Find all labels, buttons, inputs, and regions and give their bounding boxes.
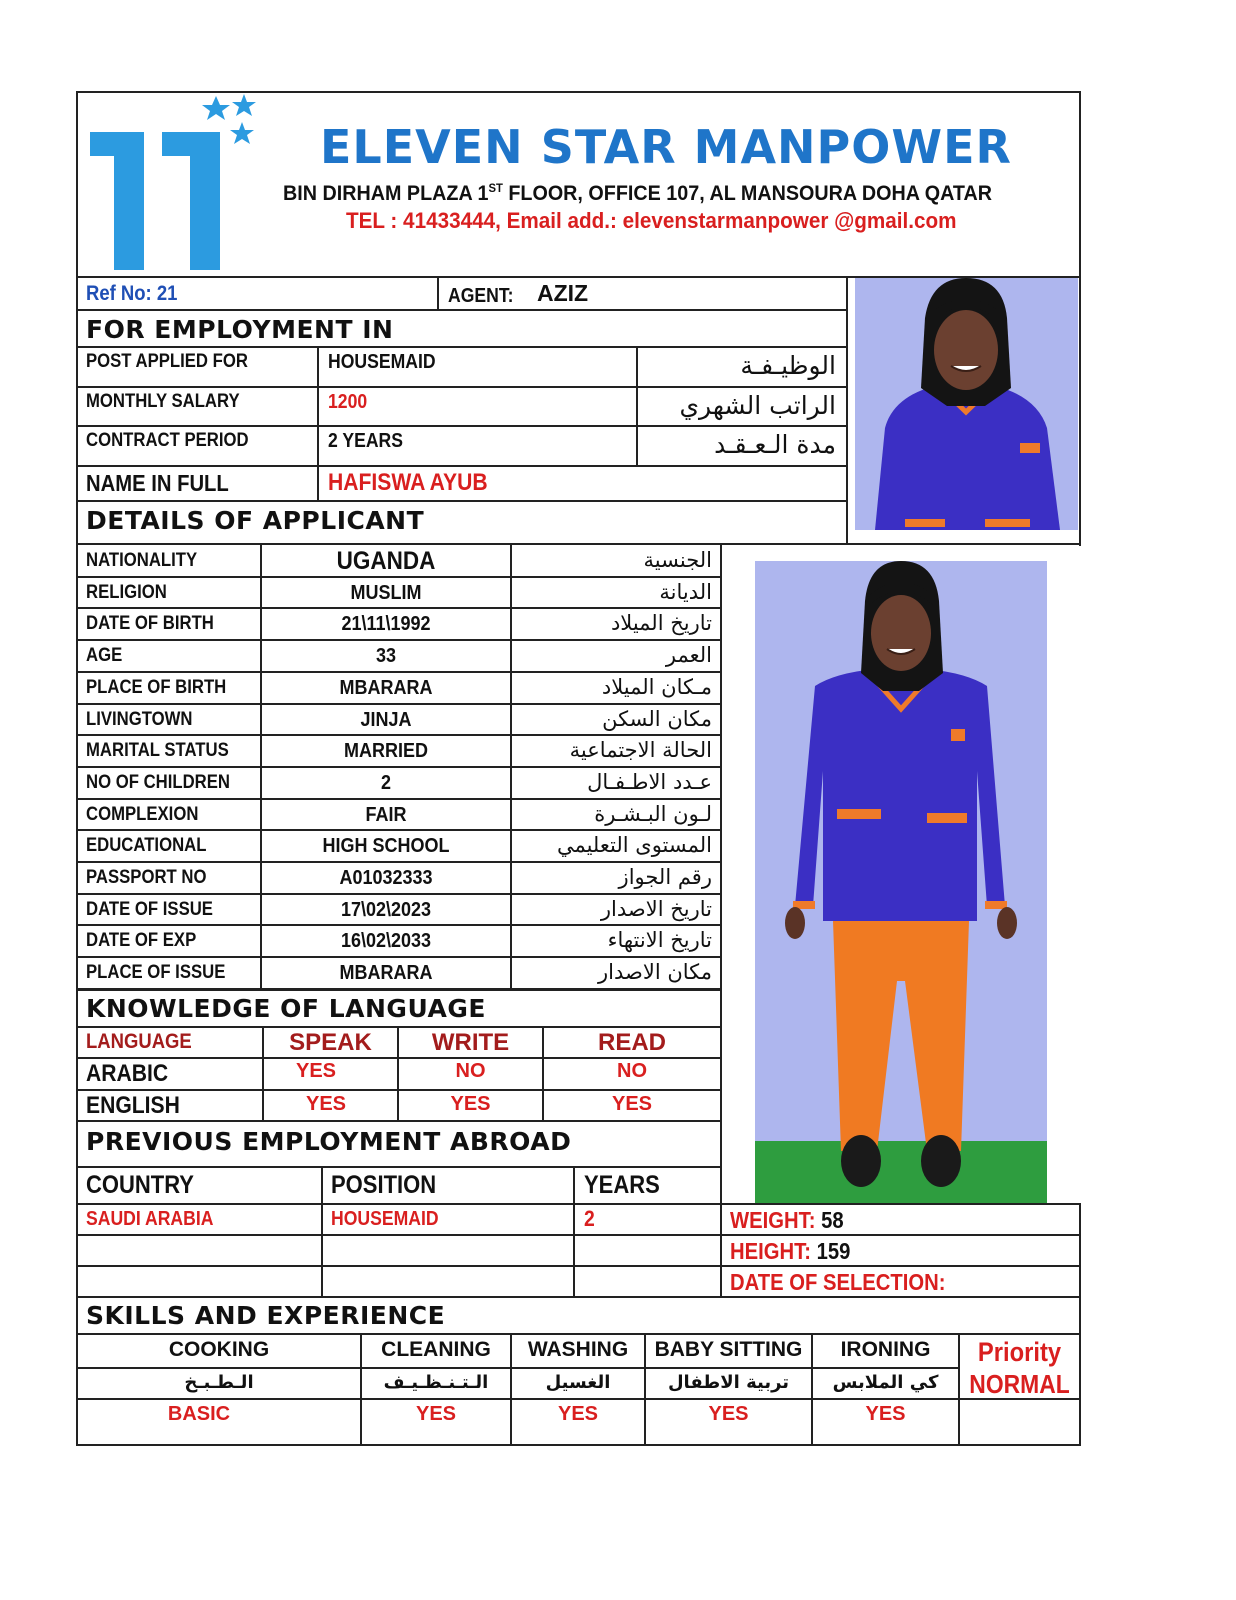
detail-label: RELIGION (86, 582, 167, 603)
skill-name: BABY SITTING (654, 1338, 803, 1361)
prev-col-country: COUNTRY (86, 1171, 194, 1199)
prev-years: 2 (584, 1206, 595, 1231)
height-stat (730, 1237, 850, 1265)
detail-arabic: لـون البـشـرة (594, 802, 712, 826)
company-logo (86, 94, 256, 274)
detail-arabic: الحالة الاجتماعية (569, 738, 712, 762)
lang-col-language: LANGUAGE (86, 1030, 192, 1053)
prev-country: SAUDI ARABIA (86, 1208, 214, 1230)
detail-label: EDUCATIONAL (86, 835, 207, 856)
post-arabic: الوظيـفـة (740, 351, 836, 380)
company-contact[interactable]: TEL : 41433444, Email add.: elevenstarmanpower @gmail.com (346, 208, 957, 233)
applicant-photo-portrait (855, 278, 1078, 530)
detail-value: MUSLIM (350, 582, 422, 604)
skill-arabic: الـتـنـظـيـف (383, 1372, 489, 1393)
detail-label: DATE OF ISSUE (86, 899, 213, 920)
prev-col-position: POSITION (331, 1171, 437, 1199)
address-text-rest: FLOOR, OFFICE 107, AL MANSOURA DOHA QATAR (502, 182, 993, 205)
prev-col-years: YEARS (584, 1171, 660, 1199)
detail-arabic: الديانة (659, 580, 712, 604)
detail-value: MBARARA (339, 677, 433, 699)
agent-label: AGENT: (448, 285, 514, 307)
detail-label: LIVINGTOWN (86, 709, 193, 730)
height-label: HEIGHT: (730, 1238, 811, 1264)
employment-heading: FOR EMPLOYMENT IN (86, 315, 394, 344)
lang-write: YES (450, 1093, 491, 1115)
name-label: NAME IN FULL (86, 470, 229, 496)
prev-position: HOUSEMAID (331, 1208, 439, 1230)
detail-arabic: العمر (665, 643, 712, 667)
detail-value: 21\11\1992 (341, 613, 431, 635)
skill-arabic: الغسيل (545, 1372, 611, 1393)
skill-arabic: الـطـبـخ (184, 1372, 254, 1393)
lang-col-write: WRITE (431, 1029, 510, 1056)
address-superscript: ST (488, 181, 503, 195)
detail-label: DATE OF BIRTH (86, 613, 214, 634)
detail-arabic: رقم الجواز (618, 865, 712, 889)
detail-value: MARRIED (343, 740, 429, 762)
company-name: ELEVEN STAR MANPOWER (320, 120, 1012, 174)
name-value: HAFISWA AYUB (328, 469, 488, 496)
detail-label: DATE OF EXP (86, 930, 197, 951)
contract-label: CONTRACT PERIOD (86, 430, 249, 451)
address-text: BIN DIRHAM PLAZA 1 (283, 182, 489, 205)
detail-label: COMPLEXION (86, 804, 199, 825)
previous-heading: PREVIOUS EMPLOYMENT ABROAD (86, 1127, 572, 1156)
ref-number: Ref No: 21 (86, 282, 178, 305)
skill-name: IRONING (840, 1338, 931, 1361)
applicant-photo-full (755, 561, 1047, 1203)
lang-speak: YES (305, 1093, 347, 1115)
detail-label: PLACE OF BIRTH (86, 677, 227, 698)
detail-arabic: الجنسية (643, 548, 712, 572)
skill-value: YES (415, 1403, 457, 1425)
detail-arabic: المستوى التعليمي (556, 833, 712, 857)
weight-value: 58 (821, 1207, 844, 1233)
weight-label: WEIGHT: (730, 1207, 816, 1233)
detail-label: NATIONALITY (86, 550, 198, 571)
lang-name: ARABIC (86, 1060, 169, 1087)
skill-name: COOKING (168, 1338, 270, 1361)
lang-name: ENGLISH (86, 1092, 180, 1119)
lang-write: NO (455, 1060, 486, 1082)
post-label: POST APPLIED FOR (86, 351, 248, 372)
lang-col-speak: SPEAK (289, 1029, 372, 1056)
detail-label: NO OF CHILDREN (86, 772, 230, 793)
skill-value: BASIC (167, 1403, 231, 1425)
detail-label: MARITAL STATUS (86, 740, 229, 761)
detail-label: PASSPORT NO (86, 867, 207, 888)
detail-value: FAIR (365, 804, 407, 826)
skills-heading: SKILLS AND EXPERIENCE (86, 1301, 446, 1330)
detail-value: HIGH SCHOOL (322, 835, 450, 857)
skill-value: YES (708, 1403, 749, 1425)
height-value: 159 (816, 1238, 851, 1264)
company-address (283, 181, 1016, 207)
detail-arabic: تاريخ الانتهاء (607, 928, 712, 952)
detail-label: PLACE OF ISSUE (86, 962, 226, 983)
priority-label: Priority (977, 1337, 1062, 1367)
detail-arabic: مكان الاصدار (598, 960, 712, 984)
lang-read: YES (611, 1093, 653, 1115)
contract-arabic: مدة الـعـقـد (714, 430, 836, 459)
detail-label: AGE (86, 645, 123, 666)
skill-name: CLEANING (381, 1338, 491, 1361)
lang-col-read: READ (597, 1029, 666, 1056)
lang-read: NO (617, 1060, 647, 1082)
weight-stat (730, 1206, 844, 1234)
salary-arabic: الراتب الشهري (679, 391, 836, 420)
detail-value: UGANDA (336, 547, 436, 575)
detail-arabic: تاريخ الاصدار (600, 897, 712, 921)
skill-arabic: كي الملابس (832, 1372, 939, 1393)
skill-arabic: تربية الاطفال (667, 1372, 790, 1393)
detail-value: 17\02\2023 (340, 899, 432, 921)
contract-value: 2 YEARS (328, 430, 404, 452)
detail-value: 16\02\2033 (340, 930, 432, 952)
agent-value: AZIZ (537, 280, 589, 306)
post-value: HOUSEMAID (328, 351, 436, 373)
language-heading: KNOWLEDGE OF LANGUAGE (86, 994, 486, 1023)
selection-date-label: DATE OF SELECTION: (730, 1269, 946, 1295)
detail-value: 2 (380, 772, 392, 794)
detail-arabic: تاريخ الميلاد (610, 611, 712, 635)
detail-value: JINJA (360, 709, 412, 731)
detail-value: 33 (375, 645, 397, 667)
lang-speak: YES (296, 1060, 337, 1082)
detail-arabic: عـدد الاطـفـال (587, 770, 712, 794)
detail-value: A01032333 (339, 867, 433, 889)
salary-value: 1200 (328, 391, 368, 413)
skill-value: YES (557, 1403, 599, 1425)
salary-label: MONTHLY SALARY (86, 391, 240, 412)
details-heading: DETAILS OF APPLICANT (86, 506, 425, 535)
skill-value: YES (865, 1403, 906, 1425)
detail-value: MBARARA (339, 962, 433, 984)
priority-value: NORMAL (969, 1369, 1070, 1399)
skill-name: WASHING (527, 1338, 629, 1361)
detail-arabic: مكان السكن (602, 707, 712, 731)
detail-arabic: مـكان الميلاد (601, 675, 712, 699)
